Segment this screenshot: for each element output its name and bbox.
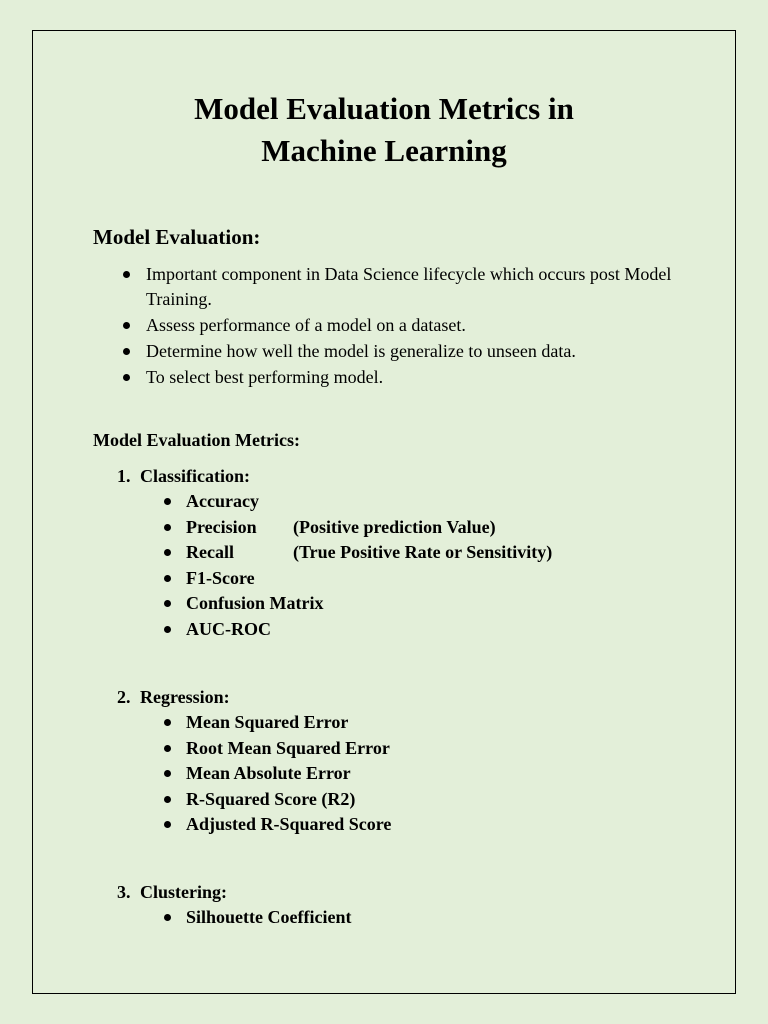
metric-name: Recall <box>186 542 234 563</box>
metric-name: Confusion Matrix <box>186 593 324 614</box>
metric-name: Precision <box>186 516 257 537</box>
list-item: Silhouette Coefficient <box>117 905 351 931</box>
section-number: 3. <box>117 882 131 902</box>
metrics-heading: Model Evaluation Metrics: <box>93 430 300 450</box>
metric-note: (Positive prediction Value) <box>293 516 496 537</box>
regression-list <box>117 710 391 838</box>
list-item: Mean Squared Error <box>117 710 391 736</box>
list-item <box>117 489 552 515</box>
model-evaluation-heading: Model Evaluation: <box>93 225 261 249</box>
metric-name: Accuracy <box>186 491 259 511</box>
list-item <box>117 566 552 592</box>
metric-note: (True Positive Rate or Sensitivity) <box>293 542 553 563</box>
title-line-1: Model Evaluation Metrics in <box>194 91 574 126</box>
list-item <box>117 515 552 541</box>
clustering-section <box>117 880 351 931</box>
regression-section <box>117 685 391 838</box>
list-item: R-Squared Score (R2) <box>117 787 391 813</box>
list-item: Root Mean Squared Error <box>117 736 391 762</box>
metric-name: AUC-ROC <box>186 618 271 639</box>
list-item: Important component in Data Science lifecycle which occurs post Model Training. <box>93 262 673 312</box>
list-item: Mean Absolute Error <box>117 761 391 787</box>
section-label: Classification: <box>140 466 250 486</box>
list-item: To select best performing model. <box>93 365 673 390</box>
list-item: Determine how well the model is generalize to unseen data. <box>93 339 673 364</box>
classification-section <box>117 464 552 643</box>
metric-name: F1-Score <box>186 567 255 588</box>
list-item <box>117 591 552 617</box>
classification-list <box>117 489 552 643</box>
clustering-heading <box>117 880 351 905</box>
section-label: Clustering: <box>140 882 227 902</box>
list-item: Adjusted R-Squared Score <box>117 812 391 838</box>
section-number: 2. <box>117 687 131 707</box>
title-line-2: Machine Learning <box>261 133 507 168</box>
document-title <box>0 88 768 172</box>
section-label: Regression: <box>140 687 230 707</box>
clustering-list <box>117 905 351 931</box>
section-number: 1. <box>117 466 131 486</box>
list-item: Assess performance of a model on a dataset. <box>93 313 673 338</box>
list-item <box>117 617 552 643</box>
classification-heading <box>117 464 552 489</box>
list-item <box>117 540 552 566</box>
regression-heading <box>117 685 391 710</box>
model-evaluation-list <box>93 262 673 391</box>
